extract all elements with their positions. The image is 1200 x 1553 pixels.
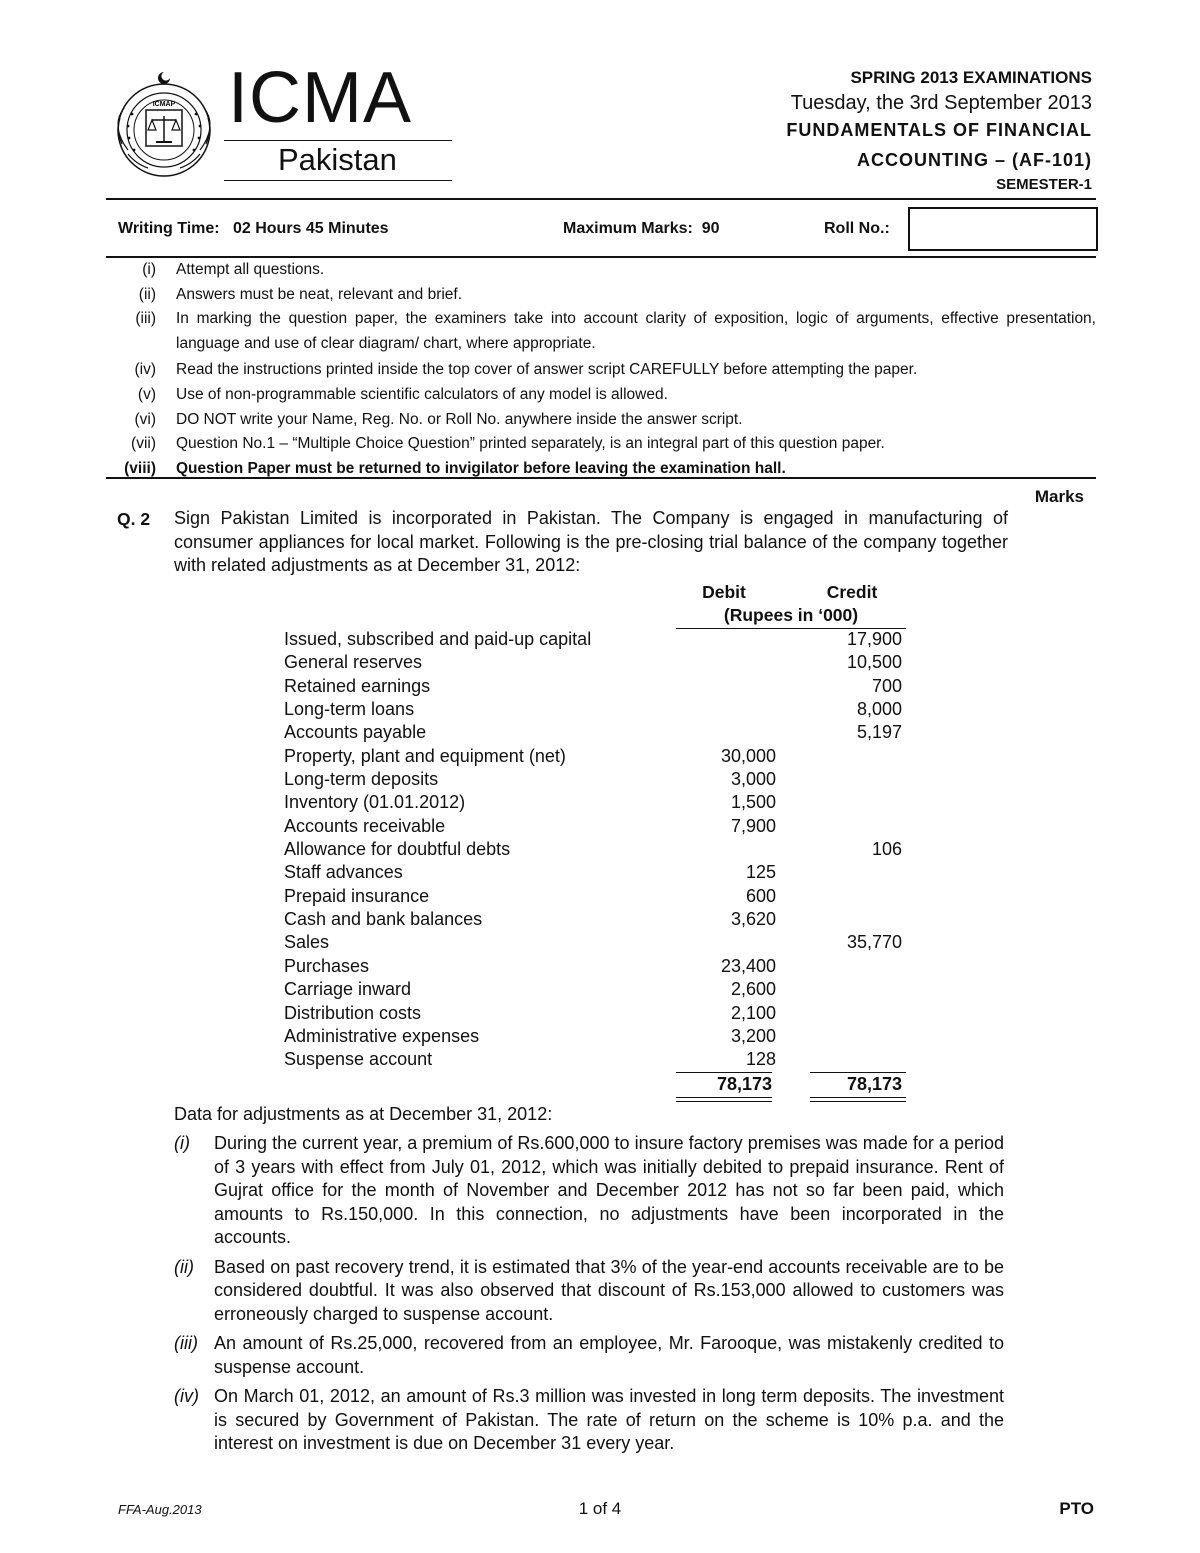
debit-amount [676, 931, 780, 954]
credit-amount [780, 745, 906, 768]
credit-amount [780, 908, 906, 931]
trial-balance-table [284, 628, 906, 1072]
debit-amount: 7,900 [730, 815, 776, 836]
adjustment-item [174, 1332, 1004, 1379]
adjustments-heading: Data for adjustments as at December 31, 2012: [174, 1104, 553, 1124]
credit-amount: 8,000 [856, 699, 902, 720]
trial-balance-row [284, 1002, 906, 1025]
trial-balance-row [284, 978, 906, 1001]
trial-balance-row [284, 768, 906, 791]
instructions-list [106, 258, 1096, 481]
seal-label: ICMAP [152, 101, 176, 108]
debit-amount: 3,000 [730, 769, 776, 790]
debit-amount: 2,600 [730, 979, 776, 1000]
adjustment-number: (iv) [174, 1386, 199, 1406]
credit-amount [780, 885, 906, 908]
trial-balance-row [284, 745, 906, 768]
trial-balance-row [284, 931, 906, 954]
account-name: Distribution costs [284, 1002, 422, 1023]
instruction-item [106, 258, 1096, 283]
debit-amount: 125 [745, 862, 776, 883]
total-credit-rule [810, 1072, 906, 1073]
debit-amount [676, 651, 780, 674]
adjustment-number: (ii) [174, 1256, 194, 1277]
total-credit-double-rule [810, 1097, 906, 1102]
paper-title-line2: ACCOUNTING – (AF-101) [856, 150, 1092, 170]
icmap-seal-logo [110, 68, 218, 180]
credit-amount: 5,197 [856, 722, 902, 743]
instruction-item [106, 307, 1096, 356]
header-divider-top [106, 198, 1096, 200]
trial-balance-row [284, 815, 906, 838]
debit-amount: 600 [745, 885, 776, 906]
debit-amount [676, 675, 780, 698]
footer-page-number: 1 of 4 [578, 1499, 622, 1518]
debit-amount: 3,620 [730, 909, 776, 930]
trial-balance-row [284, 838, 906, 861]
adjustment-text: During the current year, a premium of Rs.600,000 to insure factory premises was made for a period of 3 years with effect from July 01, 2012, which was initially debited to prepaid insurance. Rent of Gujrat office for the month of November and December 2012 has not so far been paid, which amounts to Rs.150,000. In this connection, no adjustments have been incorporated in the accounts. [214, 1133, 1004, 1247]
writing-time: Writing Time: 02 Hours 45 Minutes [118, 220, 389, 237]
adjustment-text: An amount of Rs.25,000, recovered from an employee, Mr. Farooque, was mistakenly credited to suspense account. [214, 1333, 1004, 1377]
debit-amount [676, 838, 780, 861]
account-name: Prepaid insurance [284, 885, 430, 906]
credit-amount [780, 955, 906, 978]
instruction-text: Use of non-programmable scientific calculators of any model is allowed. [176, 385, 668, 403]
adjustment-number: (i) [174, 1133, 190, 1153]
trial-balance-row [284, 885, 906, 908]
instruction-number: (iv) [134, 361, 156, 379]
total-credit: 78,173 [846, 1074, 902, 1094]
credit-amount: 17,900 [846, 629, 902, 649]
trial-balance-row [284, 651, 906, 674]
footer-paper-code: FFA-Aug.2013 [118, 1502, 202, 1517]
exam-date: Tuesday, the 3rd September 2013 [790, 92, 1092, 114]
trial-balance-row [284, 791, 906, 814]
trial-balance-credit-header: Credit [826, 582, 878, 602]
instruction-number: (i) [142, 261, 156, 278]
logo-subtitle: Pakistan [278, 142, 397, 177]
trial-balance-row [284, 698, 906, 721]
credit-amount [780, 1048, 906, 1071]
instruction-text: Read the instructions printed inside the top cover of answer script CAREFULLY before attempting the paper. [176, 361, 918, 379]
account-name: Long-term loans [284, 699, 415, 720]
logo-rule-bottom [224, 180, 452, 181]
account-name: Accounts payable [284, 722, 427, 743]
trial-balance-row [284, 955, 906, 978]
account-name: Administrative expenses [284, 1025, 480, 1046]
total-debit-rule [676, 1072, 772, 1073]
paper-title-line1: FUNDAMENTALS OF FINANCIAL [786, 120, 1092, 140]
account-name: Carriage inward [284, 979, 412, 1000]
instruction-number: (v) [137, 385, 156, 403]
account-name: Sales [284, 932, 330, 953]
credit-amount [780, 1025, 906, 1048]
footer-pto: PTO [1059, 1499, 1094, 1518]
trial-balance-row [284, 861, 906, 884]
account-name: Allowance for doubtful debts [284, 839, 511, 860]
debit-amount: 3,200 [730, 1025, 776, 1046]
account-name: Suspense account [284, 1049, 433, 1070]
instruction-item [106, 358, 1096, 383]
total-debit: 78,173 [716, 1074, 772, 1094]
instruction-item [106, 432, 1096, 457]
maximum-marks: Maximum Marks: 90 [563, 220, 720, 237]
instructions-divider [106, 477, 1096, 479]
debit-amount: 30,000 [720, 745, 776, 766]
credit-amount: 10,500 [846, 652, 902, 673]
credit-amount [780, 1002, 906, 1025]
instruction-item [106, 383, 1096, 408]
trial-balance-row [284, 1025, 906, 1048]
instruction-number: (viii) [124, 459, 156, 477]
instruction-number: (iii) [135, 310, 156, 328]
semester-label: SEMESTER-1 [996, 176, 1092, 193]
question-intro: Sign Pakistan Limited is incorporated in Pakistan. The Company is engaged in manufacturing of consumer appliances for local market. Following is the pre-closing trial balance of the company together with related adjustments as at December 31, 2012: [174, 508, 1008, 575]
debit-amount [676, 628, 780, 651]
account-name: Issued, subscribed and paid-up capital [284, 629, 592, 649]
debit-amount [676, 698, 780, 721]
debit-amount [676, 721, 780, 744]
adjustment-item [174, 1256, 1004, 1327]
adjustment-text: Based on past recovery trend, it is estimated that 3% of the year-end accounts receivable are to be considered doubtful. It was also observed that discount of Rs.153,000 allowed to customers was erroneously charged to suspense account. [214, 1256, 1004, 1324]
credit-amount: 700 [871, 675, 902, 696]
trial-balance-row [284, 628, 906, 651]
instruction-text: Attempt all questions. [176, 261, 325, 278]
trial-balance-unit: (Rupees in ‘000) [723, 605, 859, 625]
instruction-item [106, 408, 1096, 433]
instruction-number: (vii) [131, 435, 156, 453]
credit-amount: 106 [871, 839, 902, 860]
trial-balance-row [284, 908, 906, 931]
credit-amount [780, 791, 906, 814]
account-name: Inventory (01.01.2012) [284, 792, 466, 813]
account-name: Cash and bank balances [284, 909, 483, 930]
total-debit-double-rule [676, 1097, 772, 1102]
debit-amount: 128 [745, 1049, 776, 1070]
adjustment-item [174, 1132, 1004, 1250]
instruction-text: In marking the question paper, the examiners take into account clarity of exposition, logic of arguments, effective presentation, language and use of clear diagram/ chart, where appropriate. [176, 310, 1096, 352]
credit-amount [780, 768, 906, 791]
trial-balance-row [284, 1048, 906, 1071]
instruction-number: (ii) [138, 285, 156, 303]
trial-balance-row [284, 675, 906, 698]
credit-amount: 35,770 [846, 932, 902, 953]
account-name: General reserves [284, 652, 423, 673]
debit-amount: 1,500 [730, 792, 776, 813]
roll-number-label: Roll No.: [824, 220, 890, 237]
logo-rule-top [224, 140, 452, 141]
exam-session: SPRING 2013 EXAMINATIONS [850, 68, 1092, 87]
instruction-text: DO NOT write your Name, Reg. No. or Roll No. anywhere inside the answer script. [176, 410, 743, 428]
account-name: Purchases [284, 955, 370, 976]
adjustment-number: (iii) [174, 1333, 198, 1353]
instruction-number: (vi) [134, 410, 156, 428]
marks-heading: Marks [1034, 487, 1084, 506]
trial-balance-row [284, 721, 906, 744]
debit-amount: 2,100 [730, 1002, 776, 1023]
account-name: Long-term deposits [284, 769, 439, 790]
logo-wordmark: ICMA [228, 58, 412, 138]
account-name: Property, plant and equipment (net) [284, 745, 566, 766]
instruction-item [106, 283, 1096, 308]
credit-amount [780, 978, 906, 1001]
debit-amount: 23,400 [720, 955, 776, 976]
account-name: Retained earnings [284, 675, 431, 696]
instruction-text: Question No.1 – “Multiple Choice Question” printed separately, is an integral part of this question paper. [176, 435, 885, 453]
credit-amount [780, 861, 906, 884]
trial-balance-debit-header: Debit [702, 582, 746, 602]
adjustments-list [174, 1132, 1004, 1462]
account-name: Staff advances [284, 862, 403, 883]
adjustment-text: On March 01, 2012, an amount of Rs.3 million was invested in long term deposits. The investment is secured by Government of Pakistan. The rate of return on the scheme is 10% p.a. and the interest on investment is due on December 31 every year. [214, 1386, 1004, 1453]
instruction-text: Question Paper must be returned to invigilator before leaving the examination hall. [176, 459, 786, 477]
roll-number-box[interactable] [908, 207, 1098, 251]
question-number: Q. 2 [117, 509, 151, 529]
credit-amount [780, 815, 906, 838]
instruction-text: Answers must be neat, relevant and brief. [176, 285, 463, 303]
adjustment-item [174, 1385, 1004, 1456]
account-name: Accounts receivable [284, 815, 446, 836]
